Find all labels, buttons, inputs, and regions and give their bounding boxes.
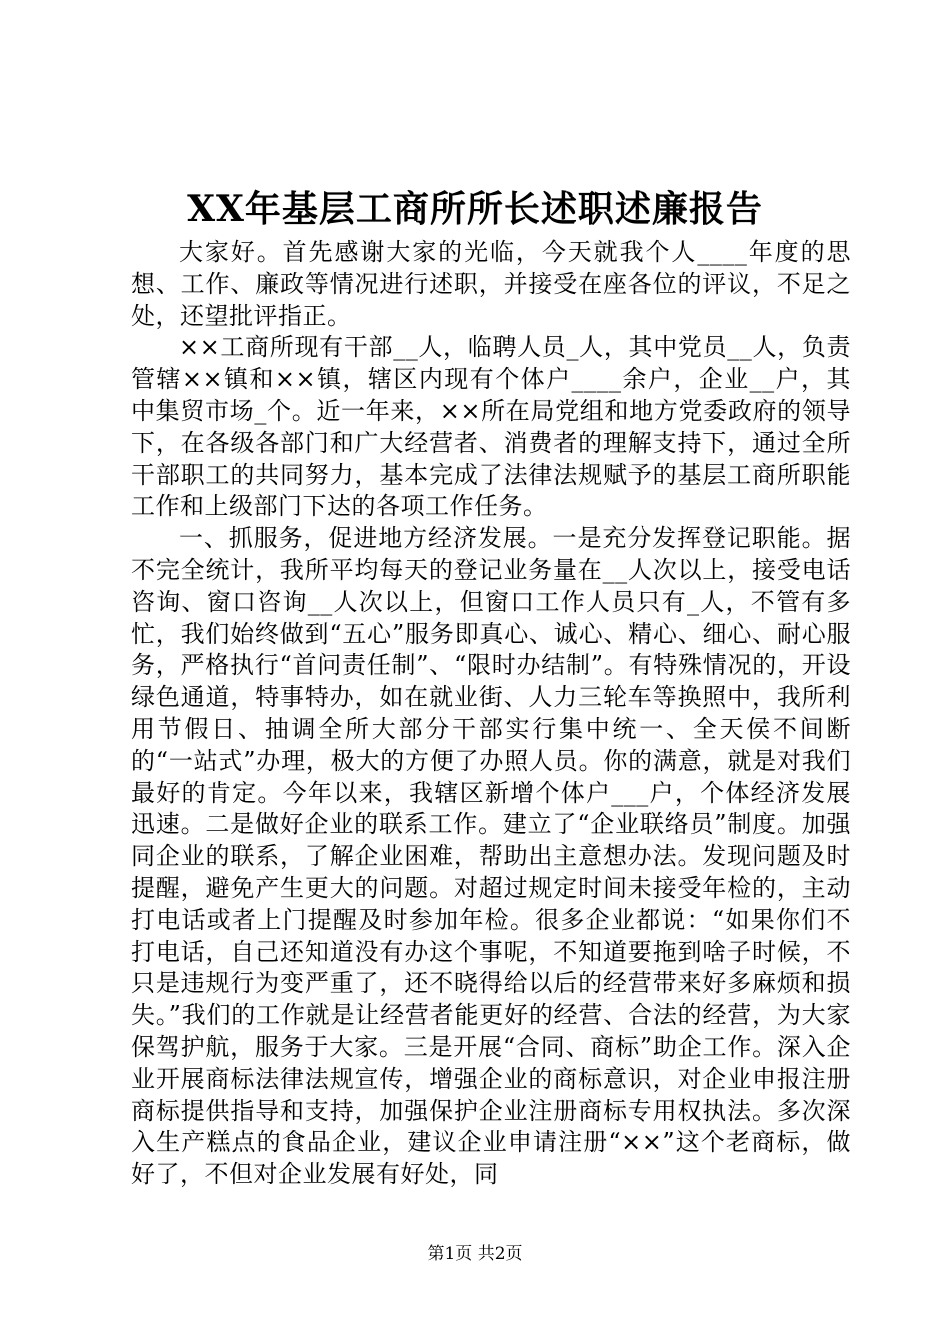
document-body: [131, 237, 851, 1191]
paragraph-greeting: 大家好。首先感谢大家的光临，今天就我个人____年度的思想、工作、廉政等情况进行述职，并接受在座各位的评议，不足之处，还望批评指正。: [131, 238, 851, 330]
document-title: XX年基层工商所所长述职述廉报告: [187, 188, 763, 230]
page-number: 第1页 共2页: [427, 1244, 523, 1264]
paragraph-overview: ××工商所现有干部__人，临聘人员_人，其中党员__人，负责管辖××镇和××镇，辖区内现有个体户____余户，企业__户，其中集贸市场_个。近一年来，××所在局党组和地方党委政府的领导下，在各级各部门和广大经营者、消费者的理解支持下，通过全所干部职工的共同努力，基本完成了法律法规赋予的基层工商所职能工作和上级部门下达的各项工作任务。: [131, 333, 851, 521]
paragraph-service: 一、抓服务，促进地方经济发展。一是充分发挥登记职能。据不完全统计，我所平均每天的登记业务量在__人次以上，接受电话咨询、窗口咨询__人次以上，但窗口工作人员只有_人，不管有多忙，我们始终做到“五心”服务即真心、诚心、精心、细心、耐心服务，严格执行“首问责任制”、“限时办结制”。有特殊情况的，开设绿色通道，特事特办，如在就业街、人力三轮车等换照中，我所利用节假日、抽调全所大部分干部实行集中统一、全天侯不间断的“一站式”办理，极大的方便了办照人员。你的满意，就是对我们最好的肯定。今年以来，我辖区新增个体户___户，个体经济发展迅速。二是做好企业的联系工作。建立了“企业联络员”制度。加强同企业的联系，了解企业困难，帮助出主意想办法。发现问题及时提醒，避免产生更大的问题。对超过规定时间未接受年检的，主动打电话或者上门提醒及时参加年检。很多企业都说：“如果你们不打电话，自己还知道没有办这个事呢，不知道要拖到啥子时候，不只是违规行为变严重了，还不晓得给以后的经营带来好多麻烦和损失。”我们的工作就是让经营者能更好的经营、合法的经营，为大家保驾护航，服务于大家。三是开展“合同、商标”助企工作。深入企业开展商标法律法规宣传，增强企业的商标意识，对企业申报注册商标提供指导和支持，加强保护企业注册商标专用权执法。多次深入生产糕点的食品企业，建议企业申请注册“××”这个老商标，做好了，不但对企业发展有好处，同: [131, 524, 851, 1189]
